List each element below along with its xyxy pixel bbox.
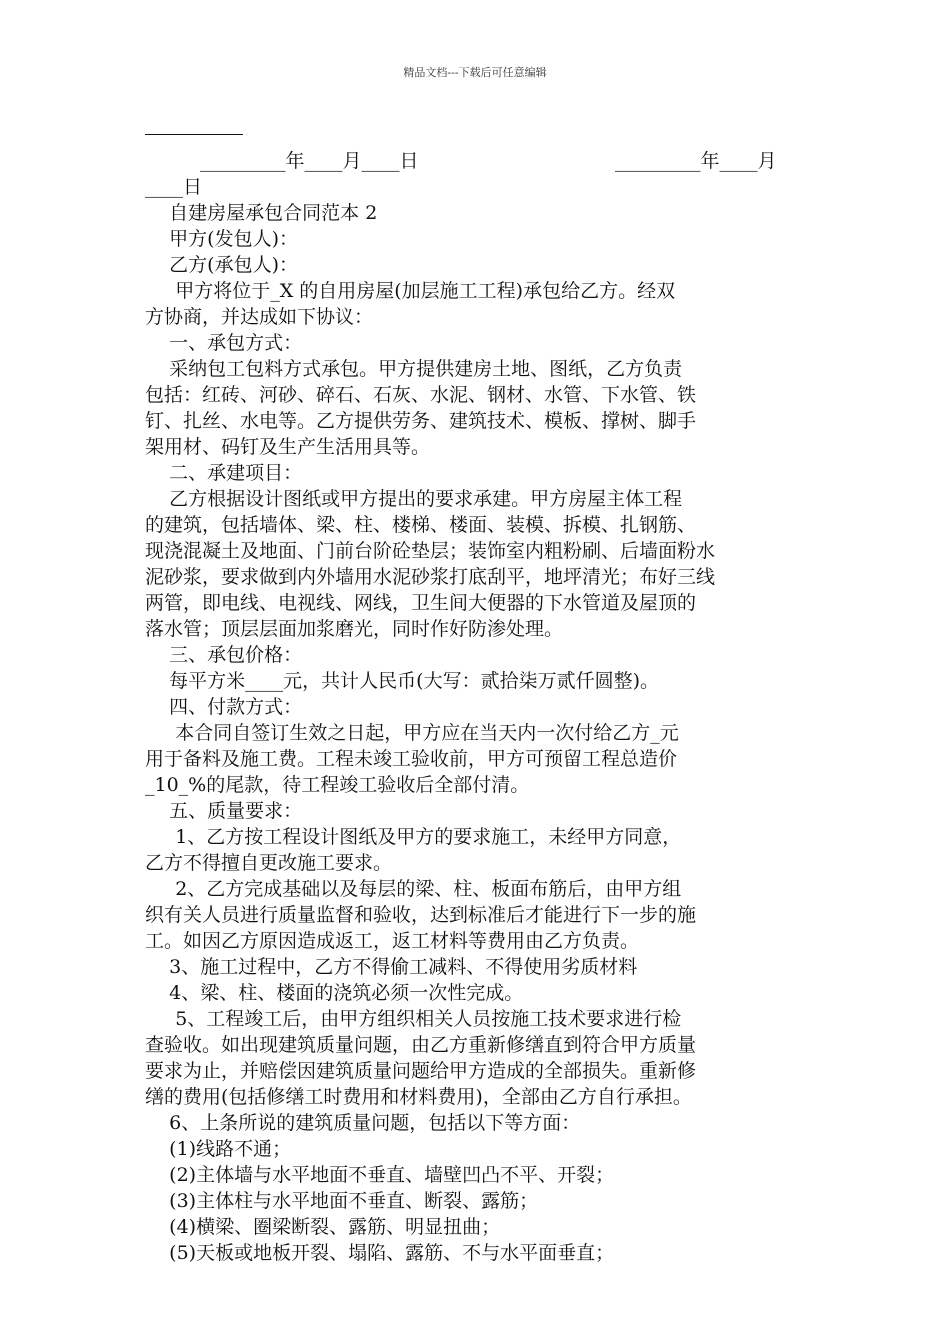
text-line: 6、上条所说的建筑质量问题，包括以下等方面： xyxy=(145,1112,581,1134)
text-line: 包括：红砖、河砂、碎石、石灰、水泥、钢材、水管、下水管、铁 xyxy=(145,384,697,406)
text-line: _10_%的尾款，待工程竣工验收后全部付清。 xyxy=(145,774,530,796)
text-line: 本合同自签订生效之日起，甲方应在当天内一次付给乙方_元 xyxy=(145,722,679,744)
text-line: 用于备料及施工费。工程未竣工验收前，甲方可预留工程总造价 xyxy=(145,748,678,770)
text-line: 乙方根据设计图纸或甲方提出的要求承建。甲方房屋主体工程 xyxy=(145,488,683,510)
document-body xyxy=(145,148,805,1266)
text-line: 3、施工过程中，乙方不得偷工减料、不得使用劣质材料 xyxy=(145,956,638,978)
text-line: 4、梁、柱、楼面的浇筑必须一次性完成。 xyxy=(145,982,524,1004)
text-line: 自建房屋承包合同范本 2 xyxy=(145,202,378,224)
text-line: 2、乙方完成基础以及每层的梁、柱、板面布筋后，由甲方组 xyxy=(145,878,682,900)
text-line: (2)主体墙与水平地面不垂直、墙壁凹凸不平、开裂； xyxy=(145,1164,615,1186)
text-line: 泥砂浆，要求做到内外墙用水泥砂浆打底刮平，地坪清光；布好三线 xyxy=(145,566,716,588)
text-line: 二、承建项目： xyxy=(145,462,303,484)
date-wrap: ____日 xyxy=(145,176,203,198)
text-line: 缮的费用(包括修缮工时费用和材料费用)，全部由乙方自行承担。 xyxy=(145,1086,692,1108)
signature-date-row xyxy=(145,148,805,174)
text-line: 乙方(承包人)： xyxy=(145,254,298,276)
text-line: 落水管；顶层层面加浆磨光，同时作好防渗处理。 xyxy=(145,618,564,640)
text-line: 现浇混凝土及地面、门前台阶砼垫层；装饰室内粗粉刷、后墙面粉水 xyxy=(145,540,716,562)
date-left: _________年____月____日 xyxy=(200,150,419,172)
text-line: 工。如因乙方原因造成返工，返工材料等费用由乙方负责。 xyxy=(145,930,640,952)
text-line: 的建筑，包括墙体、梁、柱、楼梯、楼面、装模、拆模、扎钢筋、 xyxy=(145,514,697,536)
text-line: 甲方将位于_X 的自用房屋(加层施工工程)承包给乙方。经双 xyxy=(145,280,676,302)
text-line: 甲方(发包人)： xyxy=(145,228,298,250)
text-line: 5、工程竣工后，由甲方组织相关人员按施工技术要求进行检 xyxy=(145,1008,682,1030)
page-header: 精品文档---下载后可任意编辑 xyxy=(403,66,547,79)
text-line: 1、乙方按工程设计图纸及甲方的要求施工，未经甲方同意， xyxy=(145,826,682,848)
text-line: 织有关人员进行质量监督和验收，达到标准后才能进行下一步的施 xyxy=(145,904,697,926)
text-line: 方协商，并达成如下协议： xyxy=(145,306,374,328)
text-line: 钉、扎丝、水电等。乙方提供劳务、建筑技术、模板、撑树、脚手 xyxy=(145,410,697,432)
text-line: 要求为止，并赔偿因建筑质量问题给甲方造成的全部损失。重新修 xyxy=(145,1060,697,1082)
text-line: (1)线路不通； xyxy=(145,1138,292,1160)
text-line: 一、承包方式： xyxy=(145,332,303,354)
contract-text xyxy=(145,200,805,1266)
text-line: (4)横梁、圈梁断裂、露筋、明显扭曲； xyxy=(145,1216,501,1238)
text-line: 每平方米____元，共计人民币(大写：贰拾柒万贰仟圆整)。 xyxy=(145,670,659,692)
text-line: (3)主体柱与水平地面不垂直、断裂、露筋； xyxy=(145,1190,539,1212)
text-line: 架用材、码钉及生产生活用具等。 xyxy=(145,436,431,458)
text-line: 采纳包工包料方式承包。甲方提供建房土地、图纸，乙方负责 xyxy=(145,358,683,380)
text-line: (5)天板或地板开裂、塌陷、露筋、不与水平面垂直； xyxy=(145,1242,615,1264)
text-line: 五、质量要求： xyxy=(145,800,303,822)
date-right: _________年____月 xyxy=(615,150,777,172)
text-line: 查验收。如出现建筑质量问题，由乙方重新修缮直到符合甲方质量 xyxy=(145,1034,697,1056)
text-line: 三、承包价格： xyxy=(145,644,303,666)
text-line: 乙方不得擅自更改施工要求。 xyxy=(145,852,393,874)
text-line: 两管，即电线、电视线、网线，卫生间大便器的下水管道及屋顶的 xyxy=(145,592,697,614)
signature-underline xyxy=(145,134,243,135)
text-line: 四、付款方式： xyxy=(145,696,303,718)
